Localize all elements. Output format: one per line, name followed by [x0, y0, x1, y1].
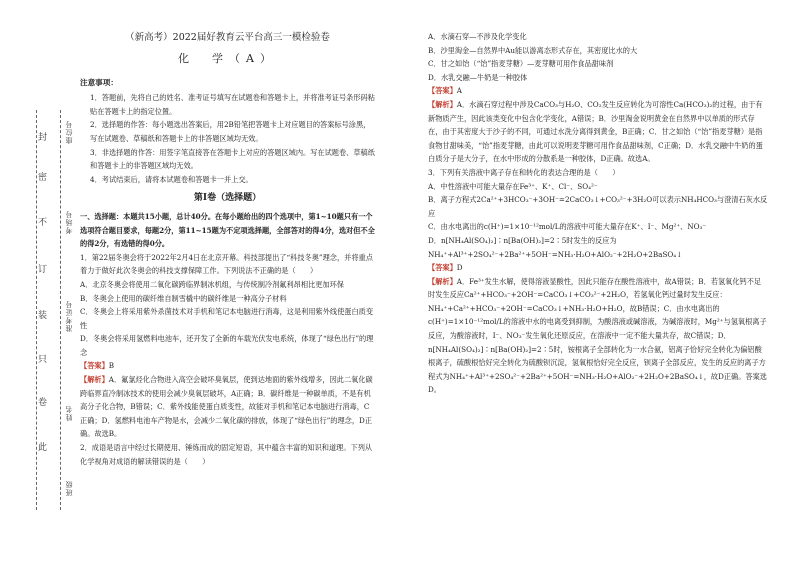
section-title: 第Ⅰ卷（选择题） [193, 193, 262, 204]
cut-char: 此 [38, 443, 48, 453]
margin-label-seat: 座位号 [65, 120, 73, 144]
binding-margin [0, 0, 92, 562]
margin-label-id: 准考证号 [65, 300, 73, 332]
q2-analysis-line [428, 98, 768, 166]
cut-char: 只 [38, 355, 48, 365]
analysis-tag: 【解析】 [428, 276, 457, 286]
right-column [428, 30, 768, 397]
q1-stem: 1．第22届冬奥会将于2022年2月4日在北京开幕。科技部提出了“科技冬奥”理念，并将重点着力于做好此次冬奥会的科技支撑保障工作。下列说法不正确的是（ ） [80, 252, 373, 276]
cut-char: 封 [38, 133, 48, 143]
cut-char: 密 [38, 173, 48, 183]
q3-option-a: A．中性溶液中可能大量存在Fe³⁺、K⁺、Cl⁻、SO₄²⁻ [428, 181, 598, 191]
q2-option-a: A．水滴石穿—不涉及化学变化 [428, 32, 527, 41]
notice-item: 3．非选择题的作答：用签字笔直接答在答题卡上对应的答题区域内。写在试题卷、草稿纸和答题卡上的非答题区域均无效。 [90, 147, 375, 171]
exam-subject: 化 学（A） [178, 52, 277, 65]
q1-option-a: A．北京冬奥会将使用二氧化碳跨临界制冰机组，与传统制冷剂氟利昂相比更加环保 [80, 279, 344, 289]
section-intro: 一、选择题：本题共15小题，总计40分。在每小题给出的四个选项中，第1~10题只有一个选项符合题目要求，每题2分，第11~15题为不定项选择题，全部答对的得4分，选对但不全的得2分，有选错的得0分。 [80, 211, 375, 249]
q2-stem: 2．成语是语言中经过长期使用、锤炼而成的固定短语，其中蕴含丰富的知识和道理。下列从化学视角对成语的解读错误的是（ ） [80, 443, 373, 466]
q3-answer: D [456, 263, 463, 273]
margin-label-name: 姓名 [65, 405, 73, 421]
cut-char: 不 [38, 218, 48, 228]
notice-item: 1．答题前，先将自己的姓名、准考证号填写在试题卷和答题卡上，并将准考证号条形码粘贴在答题卡上的指定位置。 [90, 93, 375, 116]
q1-option-b: B．冬奥会上使用的碳纤维自制雪橇中的碳纤维是一种高分子材料 [80, 293, 287, 303]
cut-char: 订 [38, 265, 48, 275]
q1-analysis-line [80, 373, 375, 441]
cut-line [60, 110, 61, 510]
answer-tag: 【答案】 [428, 86, 457, 96]
answer-tag: 【答案】 [80, 361, 109, 371]
q2-option-d: D．水乳交融—牛奶是一种胶体 [428, 72, 528, 82]
notice-item: 2．选择题的作答：每小题选出答案后，用2B铅笔把答题卡上对应题目的答案标号涂黑，写在试题卷、草稿纸和答题卡上的非答题区域均无效。 [90, 120, 371, 143]
q1-answer: B [108, 361, 115, 371]
q1-analysis: A．氟氯烃化合物进入高空会破坏臭氧层，使到达地面的紫外线增多，因此二氧化碳跨临界直冷制冰技术的使用会减少臭氧层破坏，A正确；B．碳纤维是一种碳单质，不是有机高分子化合物，B错误；C．紫外线能使蛋白质变性，故能对手机和笔记本电脑进行消毒，C正确；D．氢燃料电池车产物是水，会减少二氧化碳的排放，体现了“绿色出行”的理念，D正确。故选B。 [80, 375, 373, 439]
q2-analysis: A．水滴石穿过程中涉及CaCO₃与H₂O、CO₂发生反应转化为可溶性Ca(HCO₃)₂的过程，由于有新物质产生，因此该类变化中包含化学变化，A错误；B．沙里淘金说明黄金在自然界中以单质的形式存在，由于其密度大于沙子的不同，可通过水洗分离得到黄金，B正确；C．甘之如饴（“饴”指麦芽糖）是指食物甘甜味美，“饴”指麦芽糖，由此可以说明麦芽糖可用作食品甜味剂，C正确；D．水乳交融中牛奶的蛋白质分子是大分子，在水中形成的分散系是一种胶体，D正确。故选A。 [428, 99, 763, 164]
exam-title: （新高考）2022届好教育云平台高三一模检验卷 [125, 32, 330, 43]
cut-char: 装 [38, 311, 48, 321]
q3-analysis: A．Fe³⁺发生水解，使得溶液显酸性，因此只能存在酸性溶液中，故A错误；B．若氢氧化钙不足时发生反应Ca²⁺+HCO₃⁻+2OH⁻=CaCO₃↓+CO₃²⁻+2H₂O，若氢氧化钙过量时发生反应：NH₄⁺+Ca²⁺+HCO₃⁻+2OH⁻=CaCO₃↓+NH₃·H₂O+H₂O，故B错误；C．由水电离出的c(H⁺)=1×10⁻¹²mol/L的溶液中水的电离受到抑制，为酸溶液或碱溶液，为碱溶液时，Mg²⁺与氢氧根离子反应，为酸溶液时，I⁻、NO₃⁻发生氧化还原反应，在溶液中一定不能大量共存，故C错误；D．n[NH₄Al(SO₄)₂]∶n[Ba(OH)₂]=2∶5时，铵根离子全部转化为一水合氨，铝离子恰好完全转化为偏铝酸根离子，硫酸根恰好完全转化为硫酸钡沉淀，氢氧根恰好完全反应，钡离子全部反应，发生的反应的离子方程式为NH₄⁺+Al³⁺+2SO₄²⁻+2Ba²⁺+5OH⁻=NH₃·H₂O+AlO₂⁻+2H₂O+2BaSO₄↓，故D正确。答案选D。 [428, 276, 767, 395]
left-column [80, 30, 375, 468]
q1-answer-line [80, 359, 375, 373]
cut-char: 卷 [38, 398, 48, 408]
q3-option-d: D．n[NH₄Al(SO₄)₂]∶n[Ba(OH)₂]=2∶5时发生的反应为NH₄⁺+Al³⁺+2SO₄²⁻+2Ba²⁺+5OH⁻=NH₃·H₂O+AlO₂⁻+2H₂O+2BaSO₄↓ [428, 235, 683, 259]
margin-label-room: 考场号 [65, 210, 73, 234]
q1-option-d: D．冬奥会将采用氢燃料电池车，还开发了全新的车载光伏发电系统，体现了“绿色出行”的理念 [80, 334, 374, 357]
notice-item: 4．考试结束后，请将本试题卷和答题卡一并上交。 [90, 174, 253, 184]
q1-option-c: C．冬奥会上将采用紫外杀菌技术对手机和笔记本电脑进行消毒，这是利用紫外线使蛋白质变性 [80, 307, 374, 330]
q3-stem: 3．下列有关溶液中离子存在和转化的表达合理的是（ ） [428, 167, 620, 177]
q2-option-b: B．沙里淘金—自然界中Au能以游离态形式存在，其密度比水的大 [428, 45, 638, 55]
analysis-tag: 【解析】 [80, 375, 109, 385]
q3-option-b: B．离子方程式2Ca²⁺+3HCO₃⁻+3OH⁻=2CaCO₃↓+CO₃²⁻+3H₂O可以表示NH₄HCO₃与澄清石灰水反应 [428, 195, 768, 218]
analysis-tag: 【解析】 [428, 99, 457, 109]
q2-answer-line [428, 84, 768, 98]
margin-label-class: 班级 [65, 480, 73, 496]
q3-analysis-line [428, 275, 768, 397]
q3-option-c: C．由水电离出的c(H⁺)=1×10⁻¹²mol/L的溶液中可能大量存在K⁺、I⁻、Mg²⁺、NO₃⁻ [428, 222, 707, 232]
q3-answer-line [428, 261, 768, 275]
q2-answer: A [456, 86, 462, 96]
q2-option-c: C．甘之如饴（“饴”指麦芽糖）—麦芽糖可用作食品甜味剂 [428, 59, 614, 69]
cut-line [36, 110, 37, 510]
notice-heading: 注意事项： [80, 77, 118, 87]
answer-tag: 【答案】 [428, 263, 457, 273]
